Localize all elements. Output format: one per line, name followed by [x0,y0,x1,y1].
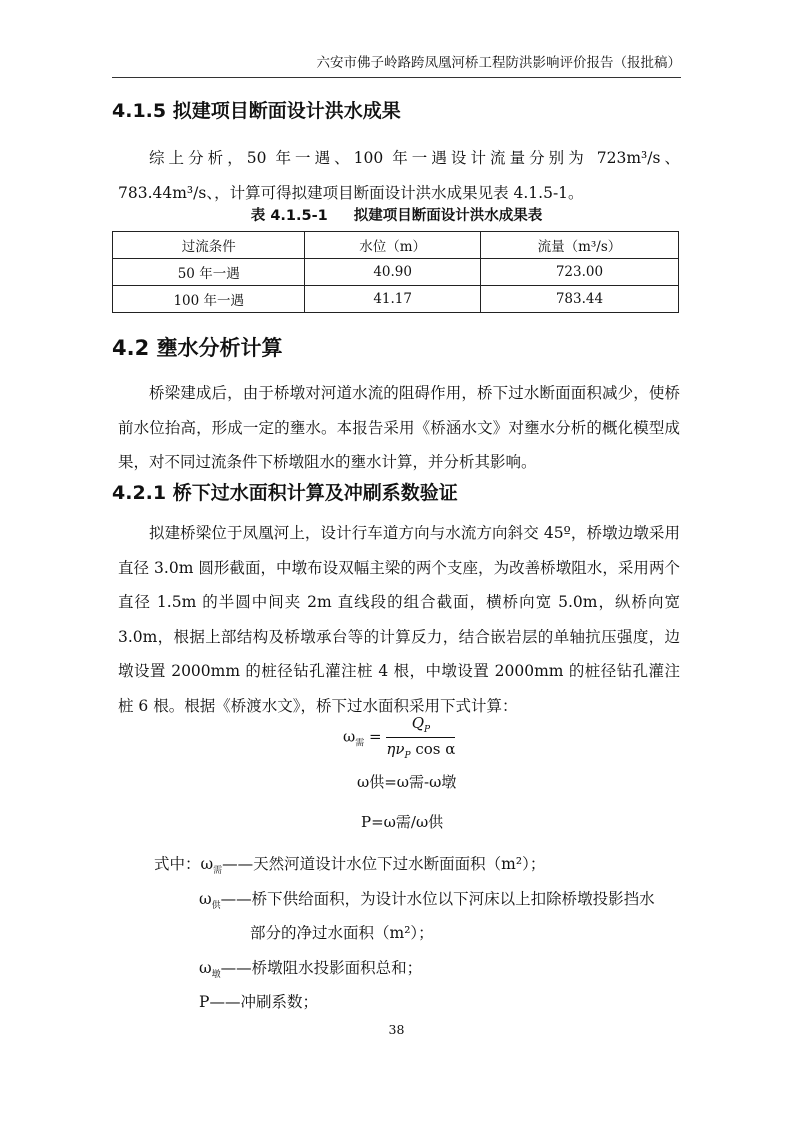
formula-supply-area: ω供=ω需-ω墩 [357,773,457,791]
page-number: 38 [388,1022,405,1037]
definition-2-continued: 部分的净过水面积（m²）； [250,924,434,942]
formula-denominator: $\eta\nu_P$ cos α [386,740,456,761]
table-header-row [113,232,679,259]
definition-3: $\omega_墩——$桥墩阻水投影面积总和； [199,959,423,981]
paragraph-4-2: 桥梁建成后，由于桥墩对河道水流的阻碍作用，桥下过水断面面积减少，使桥前水位抬高，形成一定的壅水。本报告采用《桥涵水文》对壅水分析的概化模型成果，对不同过流条件下桥墩阻水的壅水计算，并分析其影响。 [118,384,680,471]
formula-required-area [343,714,455,761]
formula-fraction [386,714,455,761]
table-header-cell: 过流条件 [113,232,305,259]
paragraph-4-2-1: 拟建桥梁位于凤凰河上，设计行车道方向与水流方向斜交 45º，桥墩边墩采用直径 3.0m 圆形截面，中墩布设双幅主梁的两个支座，为改善桥墩阻水，采用两个直径 1.5m 的半圆中间夹 2m 直线段的组合截面，横桥向宽 5.0m，纵桥向宽 3.0m，根据上部结构及桥墩承台等的计算反力，结合嵌岩层的单轴抗压强度，边墩设置 2000mm 的桩径钻孔灌注桩 4 根，中墩设置 2000mm 的桩径钻孔灌注桩 6 根。根据《桥渡水文》，桥下过水面积采用下式计算： [118,524,680,715]
table-header-cell: 流量（m³/s） [480,232,678,259]
paragraph-4-1-5: 综上分析，50 年一遇、100 年一遇设计流量分别为 723m³/s、783.44m³/s、，计算可得拟建项目断面设计洪水成果见表 4.1.5-1。 [118,149,680,202]
table-caption-number: 表 4.1.5-1 [250,208,328,224]
definition-4: P——冲刷系数； [199,993,318,1011]
table-row [113,286,679,313]
formula-numerator: $Q_P$ [386,714,455,738]
table-cell: 40.90 [305,259,480,286]
definition-2: $\omega_供——$桥下供给面积，为设计水位以下河床以上扣除桥墩投影挡水 [199,890,655,912]
table-cell: 783.44 [480,286,678,313]
page-header: 六安市佛子岭路跨凤凰河桥工程防洪影响评价报告（报批稿） [112,51,681,78]
section-heading-4-1-5: 4.1.5 拟建项目断面设计洪水成果 [112,100,401,122]
formula-subscript: 需 [355,738,365,749]
table-caption-title: 拟建项目断面设计洪水成果表 [353,208,543,224]
flood-results-table [112,231,679,313]
table-cell: 50 年一遇 [113,259,305,286]
table-header-cell: 水位（m） [305,232,480,259]
formula-scour-coefficient: P=ω需/ω供 [361,813,444,831]
definition-1: 式中：$\omega_需——$天然河道设计水位下过水断面面积（m²）； [154,855,546,877]
table-cell: 100 年一遇 [113,286,305,313]
table-cell: 723.00 [480,259,678,286]
formula-equals: = [369,727,382,746]
section-heading-4-2-1: 4.2.1 桥下过水面积计算及冲刷系数验证 [112,482,458,504]
section-heading-4-2: 4.2 壅水分析计算 [112,336,283,360]
table-caption [0,204,793,225]
formula-symbol: ω [343,727,356,746]
table-cell: 41.17 [305,286,480,313]
table-row [113,259,679,286]
